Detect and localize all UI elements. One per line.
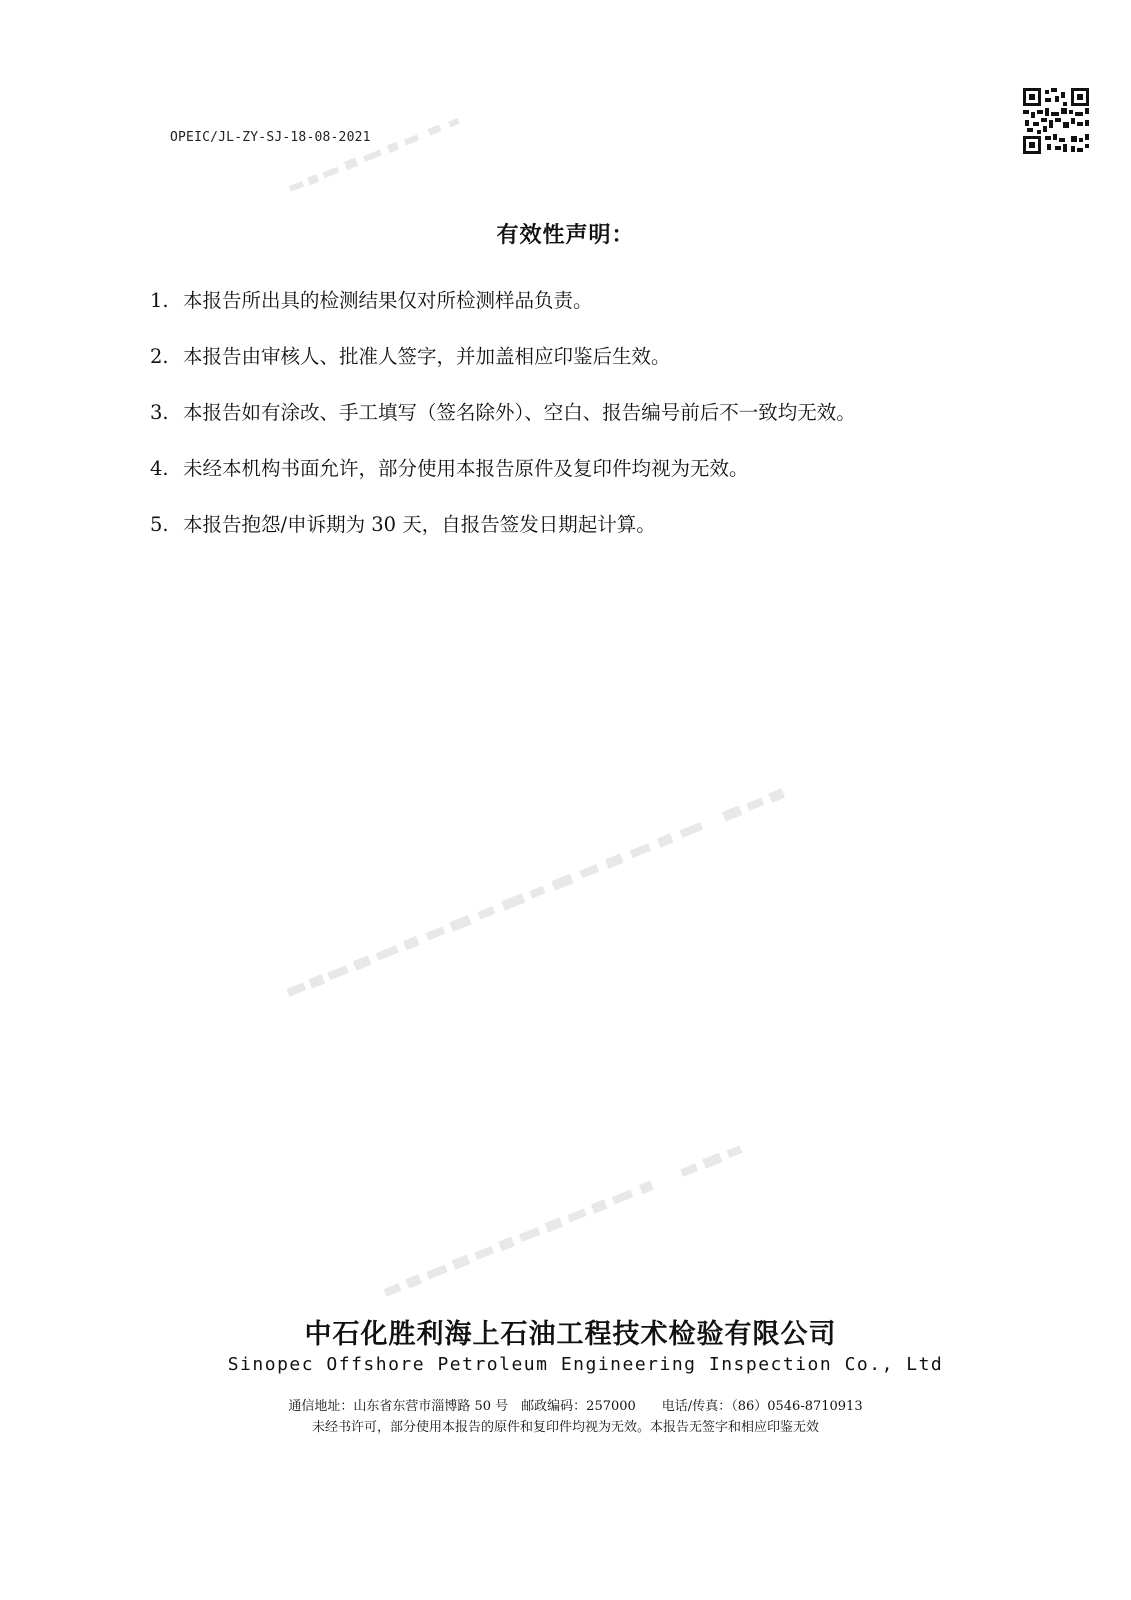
clause-text: 本报告由审核人、批准人签字，并加盖相应印鉴后生效。 (183, 345, 671, 368)
footer-notice: 未经书许可，部分使用本报告的原件和复印件均视为无效。本报告无签字和相应印鉴无效 (311, 1420, 819, 1435)
clause-number: 1. (150, 289, 169, 312)
clause-number: 4. (150, 457, 169, 480)
company-name-en: Sinopec Offshore Petroleum Engineering Inspection Co., Ltd (227, 1354, 944, 1375)
watermark (382, 1106, 833, 1301)
list-item (150, 456, 856, 512)
clause-text: 未经本机构书面允许，部分使用本报告原件及复印件均视为无效。 (183, 457, 749, 480)
clause-number: 3. (150, 401, 169, 424)
clause-number: 2. (150, 345, 169, 368)
list-item (150, 288, 856, 344)
clause-text: 本报告所出具的检测结果仅对所检测样品负责。 (183, 289, 593, 312)
page-title: 有效性声明： (496, 223, 635, 248)
clause-text: 本报告如有涂改、手工填写（签名除外）、空白、报告编号前后不一致均无效。 (183, 401, 856, 424)
list-item (150, 344, 856, 400)
list-item (150, 400, 856, 456)
list-item (150, 512, 856, 568)
clause-text: 本报告抱怨/申诉期为 30 天，自报告签发日期起计算。 (183, 513, 656, 536)
company-name-cn: 中石化胜利海上石油工程技术检验有限公司 (304, 1319, 837, 1350)
footer (0, 1318, 1131, 1438)
qr-code (1023, 88, 1089, 154)
validity-clauses (150, 288, 856, 568)
document-code: OPEIC/JL-ZY-SJ-18-08-2021 (170, 130, 371, 145)
contact-info: 通信地址：山东省东营市淄博路 50 号 邮政编码：257000 电话/传真：（86）0546-8710913 (288, 1399, 863, 1414)
clause-number: 5. (150, 513, 169, 536)
watermark (285, 761, 847, 1001)
